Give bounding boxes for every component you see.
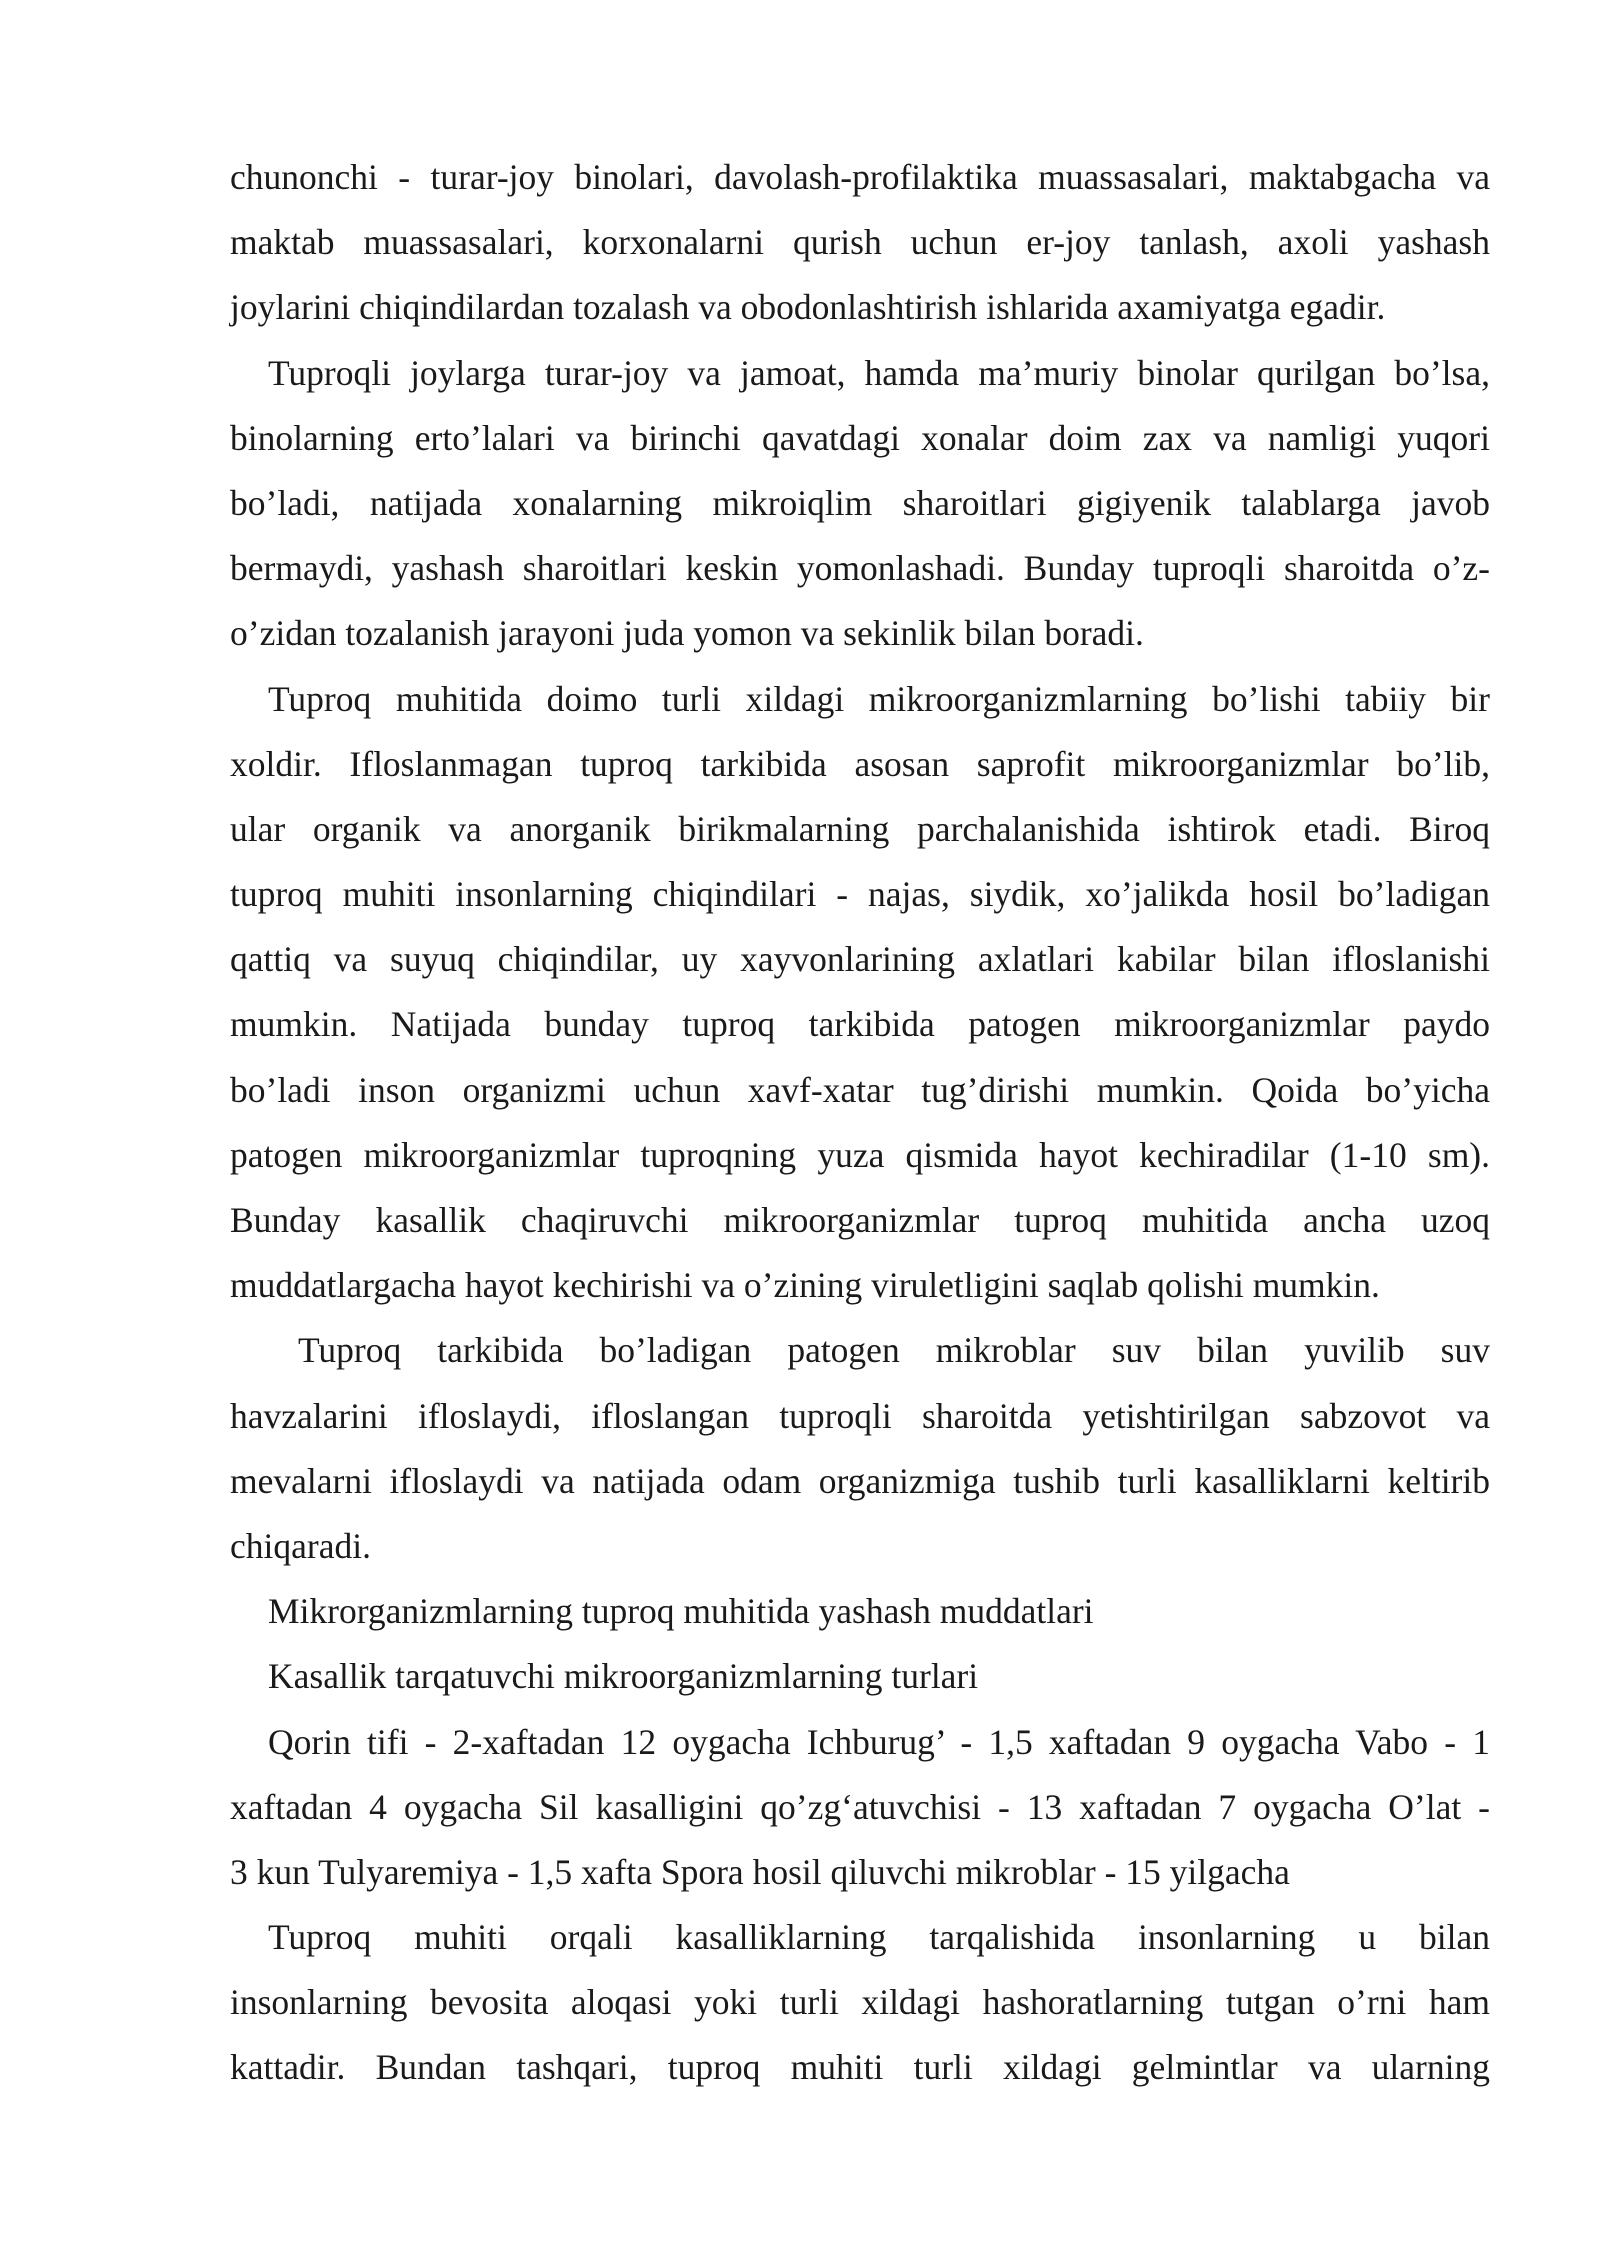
document-body-text bbox=[230, 145, 1490, 2101]
text-line: binolarning erto’lalari va birinchi qavatdagi xonalar doim zax va namligi yuqori bbox=[230, 417, 1490, 458]
text-line: Kasallik tarqatuvchi mikroorganizmlarning turlari bbox=[268, 1656, 979, 1697]
text-line: maktab muassasalari, korxonalarni qurish uchun er-joy tanlash, axoli yashash bbox=[230, 222, 1490, 263]
text-line: joylarini chiqindilardan tozalash va obodonlashtirish ishlarida axamiyatga egadir. bbox=[230, 287, 1386, 328]
text-line: havzalarini ifloslaydi, ifloslangan tuproqli sharoitda yetishtirilgan sabzovot va bbox=[230, 1395, 1490, 1436]
text-line: patogen mikroorganizmlar tuproqning yuza qismida hayot kechiradilar (1-10 sm). bbox=[230, 1134, 1490, 1175]
text-line: Tuproq tarkibida bo’ladigan patogen mikroblar suv bilan yuvilib suv bbox=[298, 1330, 1490, 1371]
text-line: xoldir. Ifloslanmagan tuproq tarkibida asosan saprofit mikroorganizmlar bo’lib, bbox=[230, 743, 1490, 784]
text-line: tuproq muhiti insonlarning chiqindilari - najas, siydik, xo’jalikda hosil bo’ladigan bbox=[230, 874, 1490, 915]
text-line: Mikrorganizmlarning tuproq muhitida yashash muddatlari bbox=[268, 1591, 1094, 1632]
text-line: insonlarning bevosita aloqasi yoki turli xildagi hashoratlarning tutgan o’rni ham bbox=[230, 1982, 1490, 2023]
text-line: bo’ladi inson organizmi uchun xavf-xatar tug’dirishi mumkin. Qoida bo’yicha bbox=[230, 1069, 1490, 1110]
text-line: mumkin. Natijada bunday tuproq tarkibida patogen mikroorganizmlar paydo bbox=[230, 1004, 1490, 1045]
text-line: qattiq va suyuq chiqindilar, uy xayvonlarining axlatlari kabilar bilan ifloslanishi bbox=[230, 939, 1490, 980]
text-line: bermaydi, yashash sharoitlari keskin yomonlashadi. Bunday tuproqli sharoitda o’z- bbox=[230, 548, 1490, 589]
text-line: Bunday kasallik chaqiruvchi mikroorganizmlar tuproq muhitida ancha uzoq bbox=[230, 1200, 1490, 1240]
text-line: Tuproqli joylarga turar-joy va jamoat, hamda ma’muriy binolar qurilgan bo’lsa, bbox=[268, 352, 1490, 393]
text-line: xaftadan 4 oygacha Sil kasalligini qo’zg‘atuvchisi - 13 xaftadan 7 oygacha O’lat - bbox=[230, 1786, 1490, 1827]
text-line: o’zidan tozalanish jarayoni juda yomon va sekinlik bilan boradi. bbox=[230, 613, 1144, 654]
text-line: mevalarni ifloslaydi va natijada odam organizmiga tushib turli kasalliklarni keltirib bbox=[230, 1460, 1490, 1501]
text-line: muddatlargacha hayot kechirishi va o’zining viruletligini saqlab qolishi mumkin. bbox=[230, 1265, 1380, 1306]
text-line: 3 kun Tulyaremiya - 1,5 xafta Spora hosil qiluvchi mikroblar - 15 yilgacha bbox=[230, 1851, 1290, 1892]
text-line: bo’ladi, natijada xonalarning mikroiqlim sharoitlari gigiyenik talablarga javob bbox=[230, 482, 1490, 523]
text-line: Tuproq muhiti orqali kasalliklarning tarqalishida insonlarning u bilan bbox=[268, 1917, 1490, 1958]
text-line: kattadir. Bundan tashqari, tuproq muhiti turli xildagi gelmintlar va ularning bbox=[230, 2047, 1490, 2088]
text-line: chunonchi - turar-joy binolari, davolash-profilaktika muassasalari, maktabgacha va bbox=[230, 157, 1490, 197]
text-line: chiqaradi. bbox=[230, 1525, 371, 1566]
text-line: Tuproq muhitida doimo turli xildagi mikroorganizmlarning bo’lishi tabiiy bir bbox=[268, 678, 1490, 719]
text-line: Qorin tifi - 2-xaftadan 12 oygacha Ichburug’ - 1,5 xaftadan 9 oygacha Vabo - 1 bbox=[268, 1721, 1490, 1762]
text-line: ular organik va anorganik birikmalarning parchalanishida ishtirok etadi. Biroq bbox=[230, 808, 1490, 849]
